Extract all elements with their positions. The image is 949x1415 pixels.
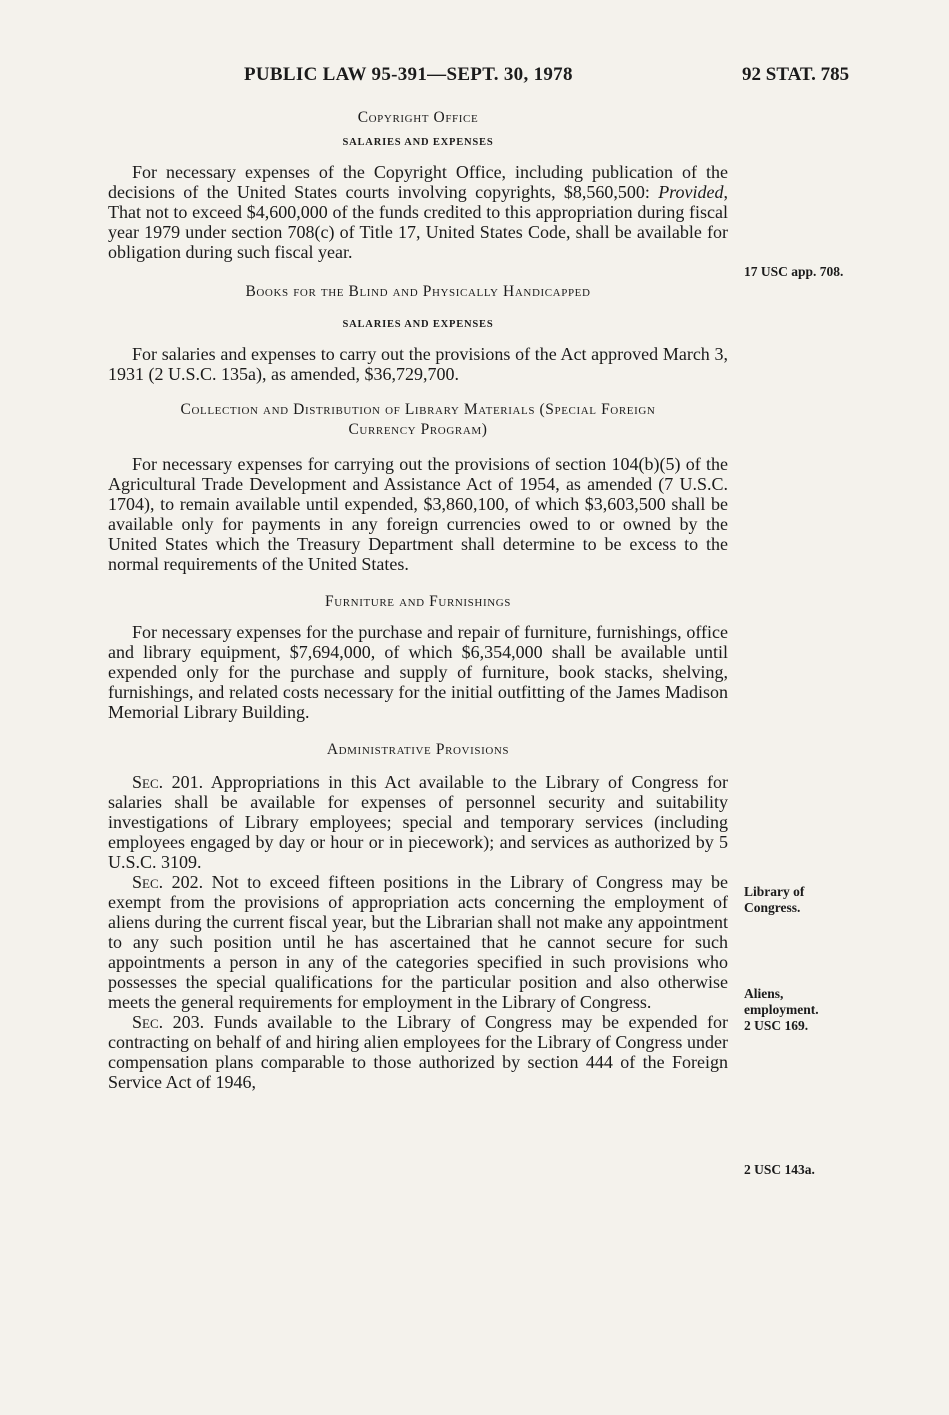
sec-202 [108,872,728,1012]
sec-203 [108,1012,728,1092]
section-collection-distribution [108,400,728,574]
section-heading: Administrative Provisions [326,741,510,758]
note-text: 2 USC 143a. [744,1162,815,1177]
section-number: Sec. 201. [132,772,204,792]
margin-note-usc708 [744,264,874,280]
body-column [108,108,728,1092]
text-run: Funds available to the Library of Congress may be expended for contracting on behalf of and hiring alien employees for the Library of Congress under compensation plans comparable to those authorized by section 444 of the Foreign Service Act of 1946, [108,1012,728,1092]
section-heading: Furniture and Furnishings [324,593,512,610]
section-copyright-office [108,108,728,262]
section-subheading: SALARIES AND EXPENSES [342,319,494,330]
note-line: Congress. [744,900,801,915]
note-line: Library of [744,884,805,899]
sec-201 [108,772,728,872]
note-line: 2 USC 169. [744,1018,809,1033]
paragraph: For necessary expenses for the purchase and repair of furniture, furnishings, office and library equipment, $7,694,000, of which $6,354,000 shall be available until expended only for the purchase and supply of furniture, book stacks, shelving, furnishings, and related costs necessary for the initial outfitting of the James Madison Memorial Library Building. [108,622,728,722]
statute-page: 92 STAT. 785 [742,64,850,85]
margin-note-aliens [744,986,874,1034]
section-heading: Books for the Blind and Physically Handicapped [245,283,591,300]
text-run: Appropriations in this Act available to the Library of Congress for salaries shall be available for expenses of personnel security and suitability investigations of Library employees; special and temporary services (including employees engaged by day or hour or in piecework); and services as authorized by 5 U.S.C. 3109. [108,772,729,872]
section-subheading: SALARIES AND EXPENSES [342,137,494,148]
text-run: , That not to exceed $4,600,000 of the funds credited to this appropriation during fiscal year 1979 under section 708(c) of Title 17, United States Code, shall be available for obligation during such fiscal year. [108,182,728,262]
section-books-blind [108,282,728,384]
section-number: Sec. 203. [132,1012,205,1032]
provided-italic: Provided [658,182,724,202]
margin-note-library-of-congress [744,884,874,916]
section-heading: Copyright Office [357,109,479,126]
paragraph [108,162,728,262]
law-title: PUBLIC LAW 95-391—SEPT. 30, 1978 [244,64,573,85]
paragraph: For necessary expenses for carrying out the provisions of section 104(b)(5) of the Agricultural Trade Development and Assistance Act of 1954, as amended (7 U.S.C. 1704), to remain available until expended, $3,860,100, of which $3,603,500 shall be available only for payments in any foreign currencies owed to or owned by the United States which the Treasury Department shall determine to be excess to the normal requirements of the United States. [108,454,728,574]
text-run: Not to exceed fifteen positions in the Library of Congress may be exempt from the provisions of appropriation acts concerning the employment of aliens during the current fiscal year, but the Librarian shall not make any appointment to any such position until he has ascertained that he cannot secure for such appointments a person in any of the categories specified in such provisions who possesses the special qualifications for the particular position and also otherwise meets the general requirements for employment in the Library of Congress. [108,872,728,1012]
running-head [0,64,949,88]
note-text: 17 USC app. 708. [744,264,844,279]
paragraph: For salaries and expenses to carry out the provisions of the Act approved March 3, 1931 (2 U.S.C. 135a), as amended, $36,729,700. [108,344,728,384]
note-line: employment. [744,1002,819,1017]
margin-note-usc143a [744,1162,874,1178]
section-furniture [108,592,728,722]
text-run: For necessary expenses of the Copyright Office, including publication of the decisions of the United States courts involving copyrights, $8,560,500: [108,162,728,202]
note-line: Aliens, [744,986,784,1001]
section-number: Sec. 202. [132,872,204,892]
section-heading: Collection and Distribution of Library Materials (Special Foreign Currency Program) [180,401,656,438]
section-administrative [108,740,728,1092]
